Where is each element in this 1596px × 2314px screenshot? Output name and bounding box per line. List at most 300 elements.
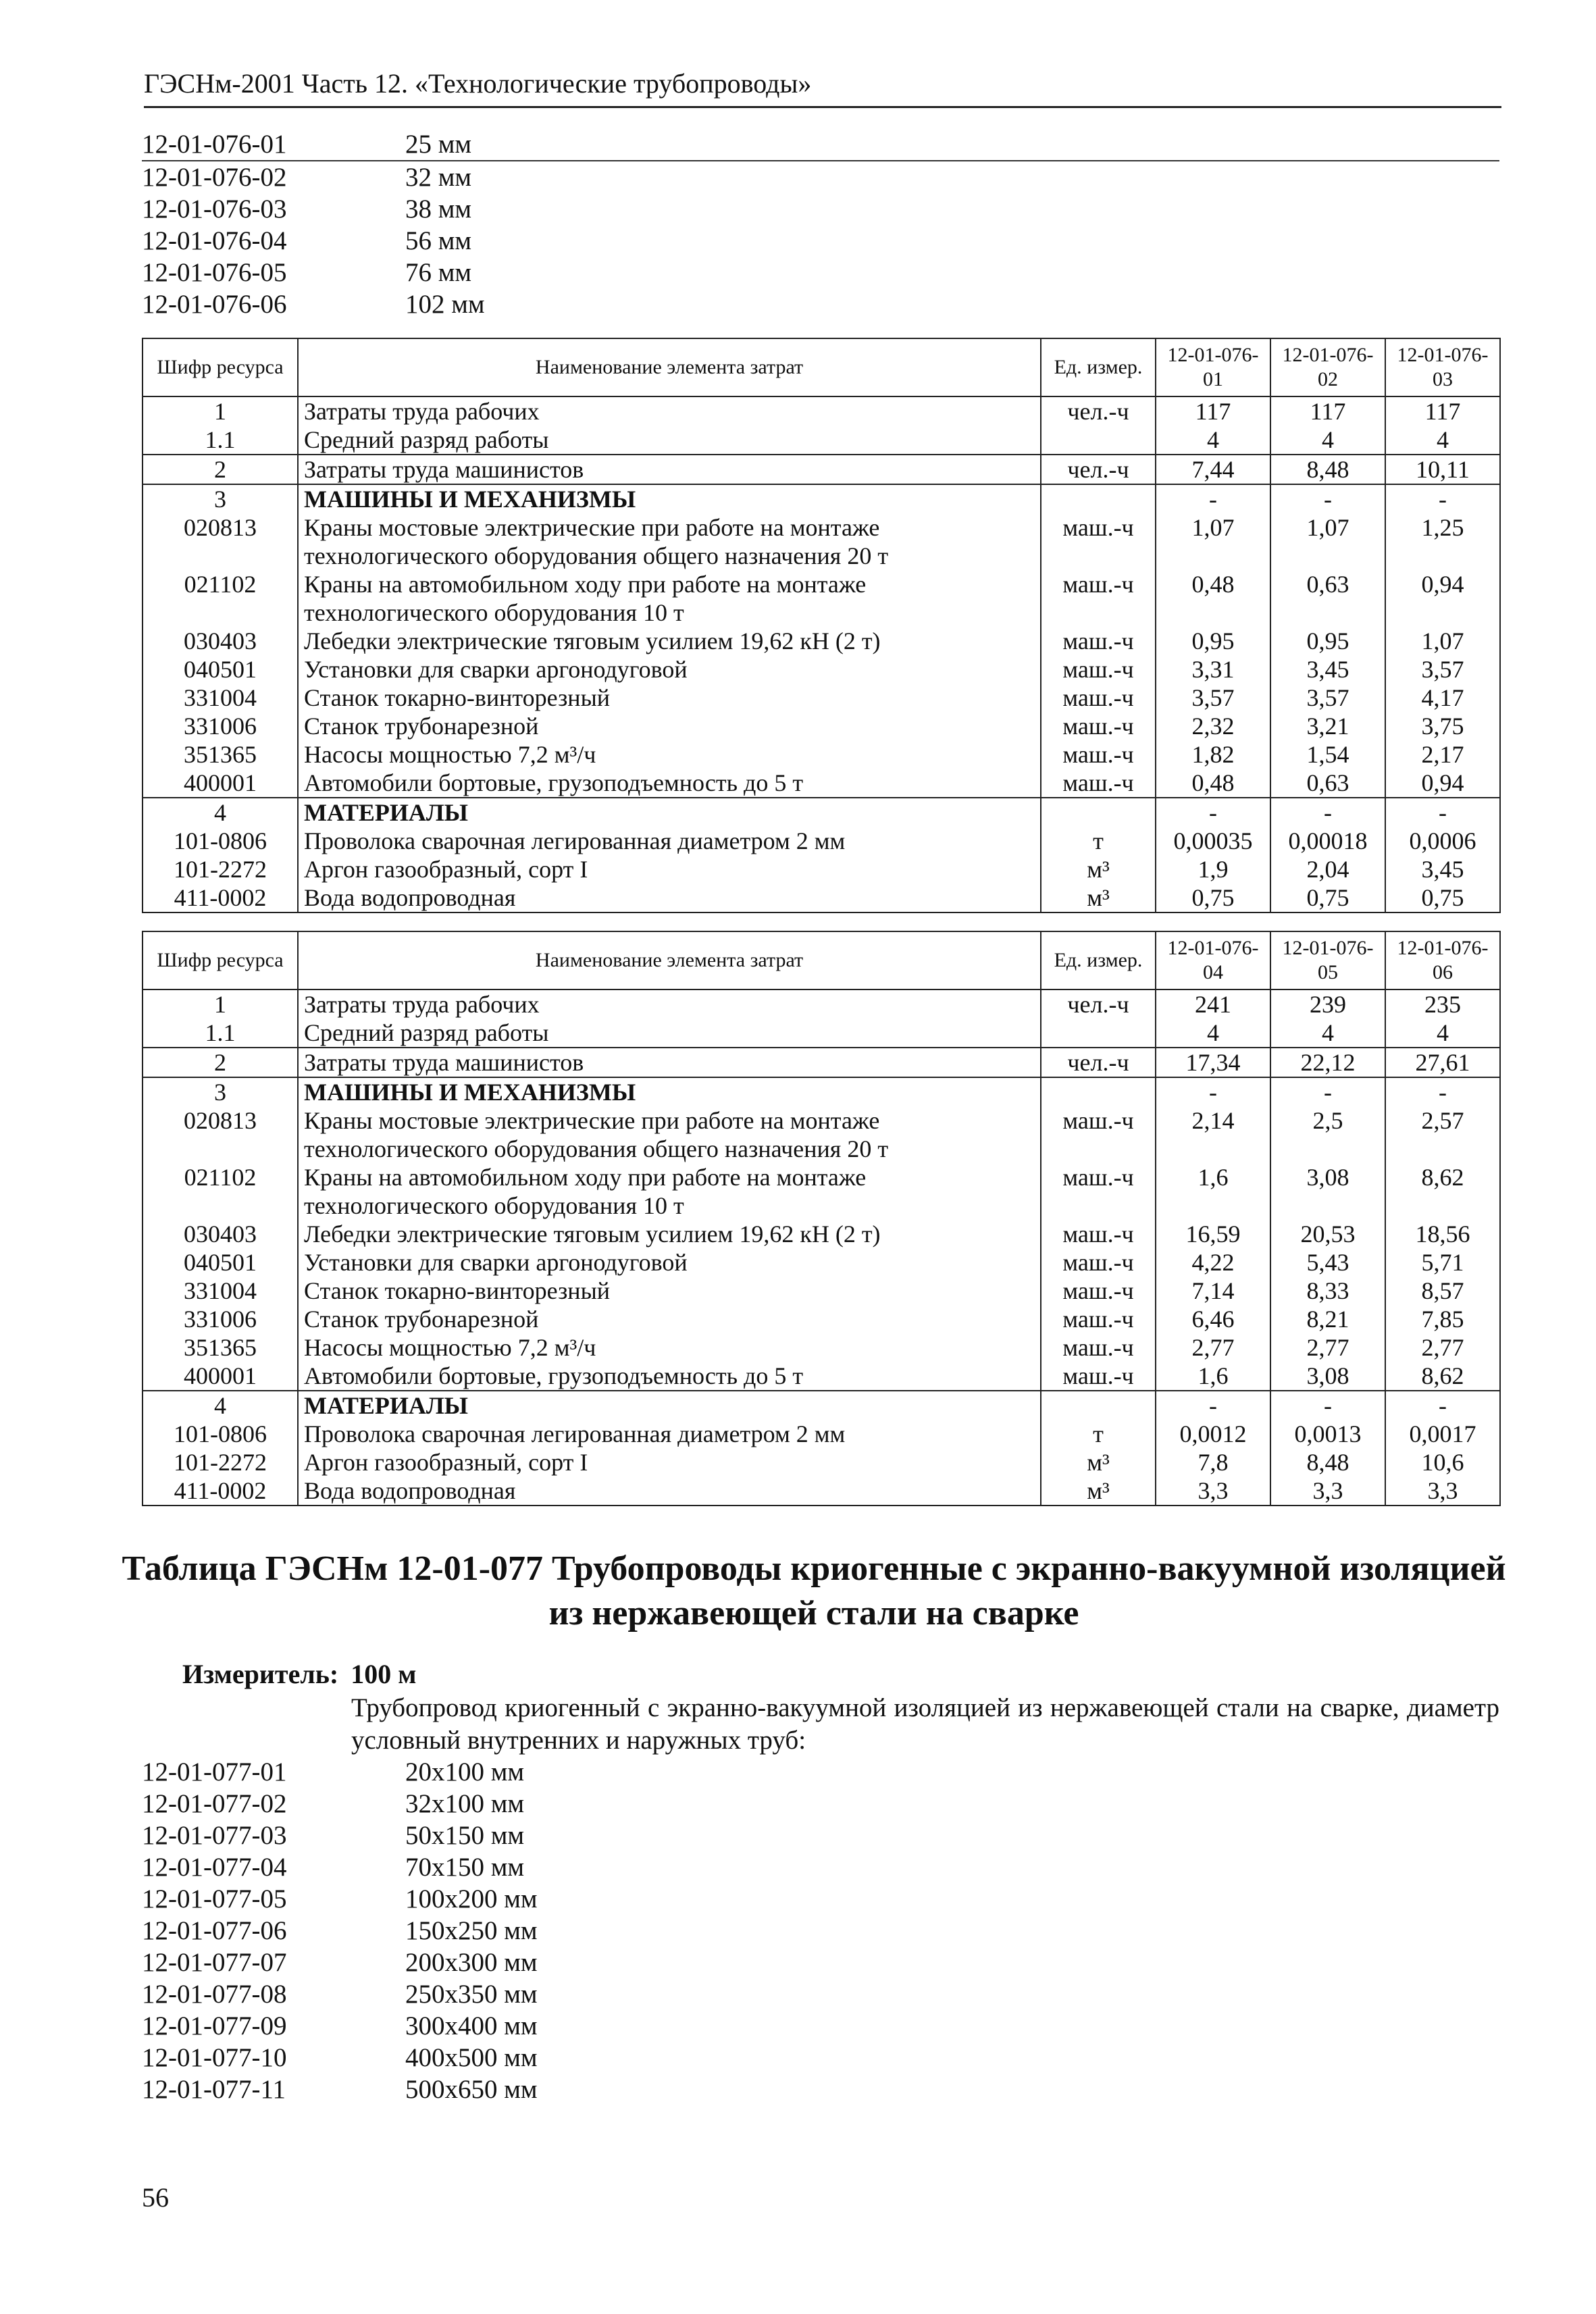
header-unit: Ед. измер. [1041,338,1156,396]
cell-name: Станок токарно-винторезный [298,684,1041,712]
cell-value: 1,6 [1156,1362,1270,1391]
cell-name: Краны мостовые электрические при работе на монтаже технологического оборудования общего назначения 20 т [298,1106,1041,1163]
cell-value: - [1156,798,1270,827]
table-row [143,484,1500,513]
code-list-item [142,2042,538,2074]
cell-value: 3,3 [1385,1476,1500,1506]
cell-unit: маш.-ч [1041,712,1156,740]
cell-unit: м³ [1041,1448,1156,1476]
cell-value: 0,75 [1270,883,1385,912]
cell-value: - [1156,1077,1270,1106]
cell-unit: маш.-ч [1041,1362,1156,1391]
table-row [143,1277,1500,1305]
cell-value: 10,11 [1385,455,1500,484]
code-list-item [142,1947,538,1978]
table-row [143,1420,1500,1448]
code-list-item [142,1915,538,1947]
table-row [143,1077,1500,1106]
cell-name: Установки для сварки аргонодуговой [298,655,1041,684]
cell-unit: маш.-ч [1041,513,1156,570]
cell-unit: маш.-ч [1041,1305,1156,1333]
cell-value: 0,95 [1156,627,1270,655]
code-list-item [142,1820,538,1851]
cell-value: 117 [1385,396,1500,426]
cell-name: Автомобили бортовые, грузоподъемность до 5 т [298,1362,1041,1391]
code-list-item [142,1788,538,1820]
cell-value: - [1270,484,1385,513]
table-row [143,655,1500,684]
item-size: 200х300 мм [405,1948,538,1977]
header-unit: Ед. измер. [1041,931,1156,989]
header-col-6: 12-01-076-06 [1385,931,1500,989]
cell-value: 0,63 [1270,570,1385,627]
cell-unit: маш.-ч [1041,1248,1156,1277]
table-row [143,740,1500,769]
cell-name: Проволока сварочная легированная диаметром 2 мм [298,827,1041,855]
meter-label: Измеритель: [182,1659,339,1689]
table-row [143,1305,1500,1333]
header-name: Наименование элемента затрат [298,931,1041,989]
cell-code: 021102 [143,1163,298,1220]
code-list-item [142,2074,538,2105]
cell-code: 2 [143,455,298,484]
table-row [143,627,1500,655]
cell-unit: маш.-ч [1041,1220,1156,1248]
cell-code: 4 [143,1391,298,1420]
cell-code: 020813 [143,513,298,570]
cell-name: Затраты труда машинистов [298,455,1041,484]
cell-value: 3,21 [1270,712,1385,740]
header-name: Наименование элемента затрат [298,338,1041,396]
cell-code: 331006 [143,1305,298,1333]
cell-name: Проволока сварочная легированная диаметром 2 мм [298,1420,1041,1448]
code-list-item [142,225,1499,257]
code-list-item [142,257,1499,288]
cell-value: 0,0006 [1385,827,1500,855]
cell-value: 8,62 [1385,1362,1500,1391]
cell-value: 3,3 [1156,1476,1270,1506]
cell-name: Краны мостовые электрические при работе на монтаже технологического оборудования общего назначения 20 т [298,513,1041,570]
table-row [143,1019,1500,1048]
cell-name: Насосы мощностью 7,2 м³/ч [298,1333,1041,1362]
item-code: 12-01-077-07 [142,1948,287,1977]
cell-code: 030403 [143,1220,298,1248]
code-list-item [142,1851,538,1883]
cell-name: МАТЕРИАЛЫ [298,798,1041,827]
item-code: 12-01-077-02 [142,1789,287,1818]
table-row [143,798,1500,827]
cell-unit: маш.-ч [1041,684,1156,712]
item-code: 12-01-077-04 [142,1853,287,1882]
cell-value: 117 [1270,396,1385,426]
cell-value: 1,07 [1156,513,1270,570]
cell-unit: маш.-ч [1041,769,1156,798]
cell-code: 400001 [143,769,298,798]
header-col-4: 12-01-076-04 [1156,931,1270,989]
header-col-2: 12-01-076-02 [1270,338,1385,396]
cell-unit: маш.-ч [1041,570,1156,627]
item-code: 12-01-077-03 [142,1821,287,1850]
cell-code: 331004 [143,684,298,712]
cell-name: Станок токарно-винторезный [298,1277,1041,1305]
cell-name: Вода водопроводная [298,883,1041,912]
cell-unit: чел.-ч [1041,1048,1156,1077]
cell-value: 2,57 [1385,1106,1500,1163]
item-code: 12-01-076-04 [142,226,287,255]
item-size: 70х150 мм [405,1853,525,1882]
item-code: 12-01-077-05 [142,1884,287,1913]
cell-value: 1,6 [1156,1163,1270,1220]
item-size: 250х350 мм [405,1980,538,2009]
cell-value: - [1156,1391,1270,1420]
cell-value: 8,62 [1385,1163,1500,1220]
cell-unit [1041,1019,1156,1048]
code-list-item [142,161,1499,193]
cell-value: 2,17 [1385,740,1500,769]
cell-value: 0,0012 [1156,1420,1270,1448]
table-row [143,769,1500,798]
cell-code: 020813 [143,1106,298,1163]
cell-value: 2,77 [1156,1333,1270,1362]
item-code: 12-01-077-09 [142,2011,287,2040]
table-row [143,1362,1500,1391]
cell-value: 18,56 [1385,1220,1500,1248]
cell-code: 351365 [143,1333,298,1362]
cell-value: 0,94 [1385,570,1500,627]
cell-value: 1,07 [1385,627,1500,655]
cell-value: 8,48 [1270,1448,1385,1476]
cell-value: 16,59 [1156,1220,1270,1248]
cell-code: 400001 [143,1362,298,1391]
cell-value: 0,0013 [1270,1420,1385,1448]
item-size: 102 мм [405,290,485,319]
cell-unit: чел.-ч [1041,396,1156,426]
cell-value: 0,63 [1270,769,1385,798]
cell-value: 2,77 [1385,1333,1500,1362]
cell-code: 3 [143,1077,298,1106]
cell-code: 1.1 [143,1019,298,1048]
table-row [143,1391,1500,1420]
cell-value: 4,22 [1156,1248,1270,1277]
cell-unit: м³ [1041,883,1156,912]
cell-name: Затраты труда рабочих [298,396,1041,426]
code-list-item [142,1883,538,1915]
item-code: 12-01-077-11 [142,2075,286,2104]
cell-unit: маш.-ч [1041,1106,1156,1163]
table-row [143,1048,1500,1077]
table-row [143,396,1500,426]
cell-name: Насосы мощностью 7,2 м³/ч [298,740,1041,769]
table-row [143,1448,1500,1476]
cell-value: 0,95 [1270,627,1385,655]
cell-value: 6,46 [1156,1305,1270,1333]
item-size: 100х200 мм [405,1884,538,1913]
cell-value: 1,82 [1156,740,1270,769]
cell-name: Затраты труда машинистов [298,1048,1041,1077]
cell-value: 3,31 [1156,655,1270,684]
cell-unit [1041,1077,1156,1106]
item-code: 12-01-077-01 [142,1757,287,1786]
table-row [143,684,1500,712]
cell-value: 17,34 [1156,1048,1270,1077]
item-size: 32х100 мм [405,1789,525,1818]
table-row [143,855,1500,883]
cell-value: 0,75 [1385,883,1500,912]
cell-code: 3 [143,484,298,513]
cell-unit [1041,426,1156,455]
cell-name: Затраты труда рабочих [298,989,1041,1019]
cell-value: 20,53 [1270,1220,1385,1248]
cell-value: 10,6 [1385,1448,1500,1476]
cell-value: 2,5 [1270,1106,1385,1163]
cell-code: 040501 [143,655,298,684]
cell-value: 4 [1156,426,1270,455]
cell-value: 3,57 [1385,655,1500,684]
section-title-line-2: из нержавеющей стали на сварке [548,1594,1079,1632]
cell-code: 411-0002 [143,1476,298,1506]
cell-value: 8,48 [1270,455,1385,484]
cell-code: 411-0002 [143,883,298,912]
cell-value: - [1385,484,1500,513]
cell-unit: чел.-ч [1041,455,1156,484]
table-row [143,1476,1500,1506]
cell-code: 4 [143,798,298,827]
cell-name: Вода водопроводная [298,1476,1041,1506]
item-size: 20х100 мм [405,1757,525,1786]
table-row [143,989,1500,1019]
cell-value: 2,32 [1156,712,1270,740]
cell-value: 5,71 [1385,1248,1500,1277]
cell-value: 4 [1385,426,1500,455]
cell-value: 4 [1156,1019,1270,1048]
cell-code: 1.1 [143,426,298,455]
item-size: 32 мм [405,163,472,192]
cell-unit: маш.-ч [1041,627,1156,655]
cell-name: Лебедки электрические тяговым усилием 19,62 кН (2 т) [298,627,1041,655]
item-size: 150х250 мм [405,1916,538,1945]
cell-value: 3,45 [1385,855,1500,883]
cell-code: 101-0806 [143,827,298,855]
cell-value: 0,00035 [1156,827,1270,855]
table-row [143,1333,1500,1362]
cell-code: 2 [143,1048,298,1077]
cell-unit: маш.-ч [1041,740,1156,769]
cell-value: 4 [1385,1019,1500,1048]
cell-unit: т [1041,1420,1156,1448]
cell-name: МАШИНЫ И МЕХАНИЗМЫ [298,484,1041,513]
cell-unit: м³ [1041,1476,1156,1506]
header-col-1: 12-01-076-01 [1156,338,1270,396]
item-size: 300х400 мм [405,2011,538,2040]
item-size: 76 мм [405,258,472,287]
cell-unit: маш.-ч [1041,1277,1156,1305]
cell-value: 5,43 [1270,1248,1385,1277]
table-row [143,570,1500,627]
cell-unit: м³ [1041,855,1156,883]
table-row [143,712,1500,740]
cell-value: - [1385,1077,1500,1106]
cell-value: 1,07 [1270,513,1385,570]
cell-value: 7,14 [1156,1277,1270,1305]
cell-value: 27,61 [1385,1048,1500,1077]
table-row [143,883,1500,912]
cell-name: Аргон газообразный, сорт I [298,1448,1041,1476]
running-header: ГЭСНм-2001 Часть 12. «Технологические трубопроводы» [144,68,1501,108]
table-row [143,1248,1500,1277]
cell-code: 030403 [143,627,298,655]
cell-code: 021102 [143,570,298,627]
cell-value: - [1385,1391,1500,1420]
cell-name: Средний разряд работы [298,1019,1041,1048]
item-code: 12-01-076-03 [142,195,287,224]
cell-unit: маш.-ч [1041,1333,1156,1362]
table-row [143,426,1500,455]
cell-value: 3,75 [1385,712,1500,740]
cell-value: 3,45 [1270,655,1385,684]
item-size: 25 мм [405,130,472,159]
header-col-3: 12-01-076-03 [1385,338,1500,396]
resource-table-1 [142,338,1501,913]
cell-value: 2,77 [1270,1333,1385,1362]
cell-name: МАШИНЫ И МЕХАНИЗМЫ [298,1077,1041,1106]
cell-value: 3,57 [1156,684,1270,712]
description: Трубопровод криогенный с экранно-вакуумной изоляцией из нержавеющей стали на сварке, диаметр условный внутренних и наружных труб: [351,1693,1499,1755]
cell-name: Станок трубонарезной [298,712,1041,740]
item-size: 50х150 мм [405,1821,525,1850]
cell-value: - [1385,798,1500,827]
cell-name: Аргон газообразный, сорт I [298,855,1041,883]
cell-value: 7,8 [1156,1448,1270,1476]
cell-value: - [1270,1077,1385,1106]
header-code: Шифр ресурса [143,338,298,396]
cell-value: 239 [1270,989,1385,1019]
header-col-5: 12-01-076-05 [1270,931,1385,989]
cell-value: 1,54 [1270,740,1385,769]
code-list-item [142,128,1499,161]
resource-table-2 [142,931,1501,1506]
code-list-item [142,1756,538,1788]
item-code: 12-01-077-08 [142,1980,287,2009]
table-row [143,1106,1500,1163]
cell-unit: маш.-ч [1041,1163,1156,1220]
code-list-item [142,288,1499,320]
cell-value: 2,14 [1156,1106,1270,1163]
code-list-item [142,2010,538,2042]
item-size: 400х500 мм [405,2043,538,2072]
cell-value: 1,25 [1385,513,1500,570]
table-row [143,827,1500,855]
item-code: 12-01-077-06 [142,1916,287,1945]
meter-value: 100 м [351,1659,417,1689]
cell-value: 3,08 [1270,1362,1385,1391]
item-code: 12-01-076-06 [142,290,287,319]
cell-value: 3,3 [1270,1476,1385,1506]
code-list-076 [142,128,1499,320]
cell-value: - [1270,798,1385,827]
cell-unit: т [1041,827,1156,855]
cell-value: 0,48 [1156,769,1270,798]
cell-unit: чел.-ч [1041,989,1156,1019]
cell-value: 8,33 [1270,1277,1385,1305]
cell-unit [1041,1391,1156,1420]
cell-name: Установки для сварки аргонодуговой [298,1248,1041,1277]
item-code: 12-01-076-02 [142,163,287,192]
cell-unit [1041,484,1156,513]
item-code: 12-01-076-01 [142,130,287,159]
meter [182,1658,416,1690]
cell-value: 0,0017 [1385,1420,1500,1448]
cell-code: 331006 [143,712,298,740]
cell-value: - [1156,484,1270,513]
cell-name: Средний разряд работы [298,426,1041,455]
page-number: 56 [142,2182,169,2213]
cell-value: - [1270,1391,1385,1420]
cell-code: 101-0806 [143,1420,298,1448]
cell-value: 7,85 [1385,1305,1500,1333]
cell-name: МАТЕРИАЛЫ [298,1391,1041,1420]
cell-code: 101-2272 [143,855,298,883]
table-row [143,1163,1500,1220]
table-row [143,455,1500,484]
cell-value: 4 [1270,1019,1385,1048]
cell-unit: маш.-ч [1041,655,1156,684]
item-code: 12-01-077-10 [142,2043,287,2072]
cell-code: 351365 [143,740,298,769]
cell-name: Станок трубонарезной [298,1305,1041,1333]
cell-value: 235 [1385,989,1500,1019]
cell-value: 3,08 [1270,1163,1385,1220]
cell-value: 241 [1156,989,1270,1019]
cell-value: 3,57 [1270,684,1385,712]
cell-value: 4,17 [1385,684,1500,712]
cell-value: 0,00018 [1270,827,1385,855]
cell-value: 0,75 [1156,883,1270,912]
cell-value: 22,12 [1270,1048,1385,1077]
cell-name: Краны на автомобильном ходу при работе на монтаже технологического оборудования 10 т [298,1163,1041,1220]
item-size: 38 мм [405,195,472,224]
cell-name: Автомобили бортовые, грузоподъемность до 5 т [298,769,1041,798]
cell-value: 4 [1270,426,1385,455]
cell-name: Лебедки электрические тяговым усилием 19,62 кН (2 т) [298,1220,1041,1248]
cell-value: 1,9 [1156,855,1270,883]
table-row [143,513,1500,570]
table-row [143,1220,1500,1248]
cell-code: 1 [143,989,298,1019]
cell-code: 040501 [143,1248,298,1277]
item-size: 500х650 мм [405,2075,538,2104]
code-list-item [142,1978,538,2010]
cell-code: 1 [143,396,298,426]
code-list-077 [142,1756,538,2105]
item-code: 12-01-076-05 [142,258,287,287]
cell-value: 117 [1156,396,1270,426]
section-title [115,1547,1513,1636]
header-code: Шифр ресурса [143,931,298,989]
cell-value: 0,48 [1156,570,1270,627]
item-size: 56 мм [405,226,472,255]
cell-value: 8,21 [1270,1305,1385,1333]
cell-unit [1041,798,1156,827]
cell-value: 0,94 [1385,769,1500,798]
cell-value: 7,44 [1156,455,1270,484]
cell-value: 2,04 [1270,855,1385,883]
cell-code: 331004 [143,1277,298,1305]
cell-name: Краны на автомобильном ходу при работе на монтаже технологического оборудования 10 т [298,570,1041,627]
cell-code: 101-2272 [143,1448,298,1476]
cell-value: 8,57 [1385,1277,1500,1305]
section-title-line-1: Таблица ГЭСНм 12-01-077 Трубопроводы криогенные с экранно-вакуумной изоляцией [122,1549,1506,1588]
code-list-item [142,193,1499,225]
